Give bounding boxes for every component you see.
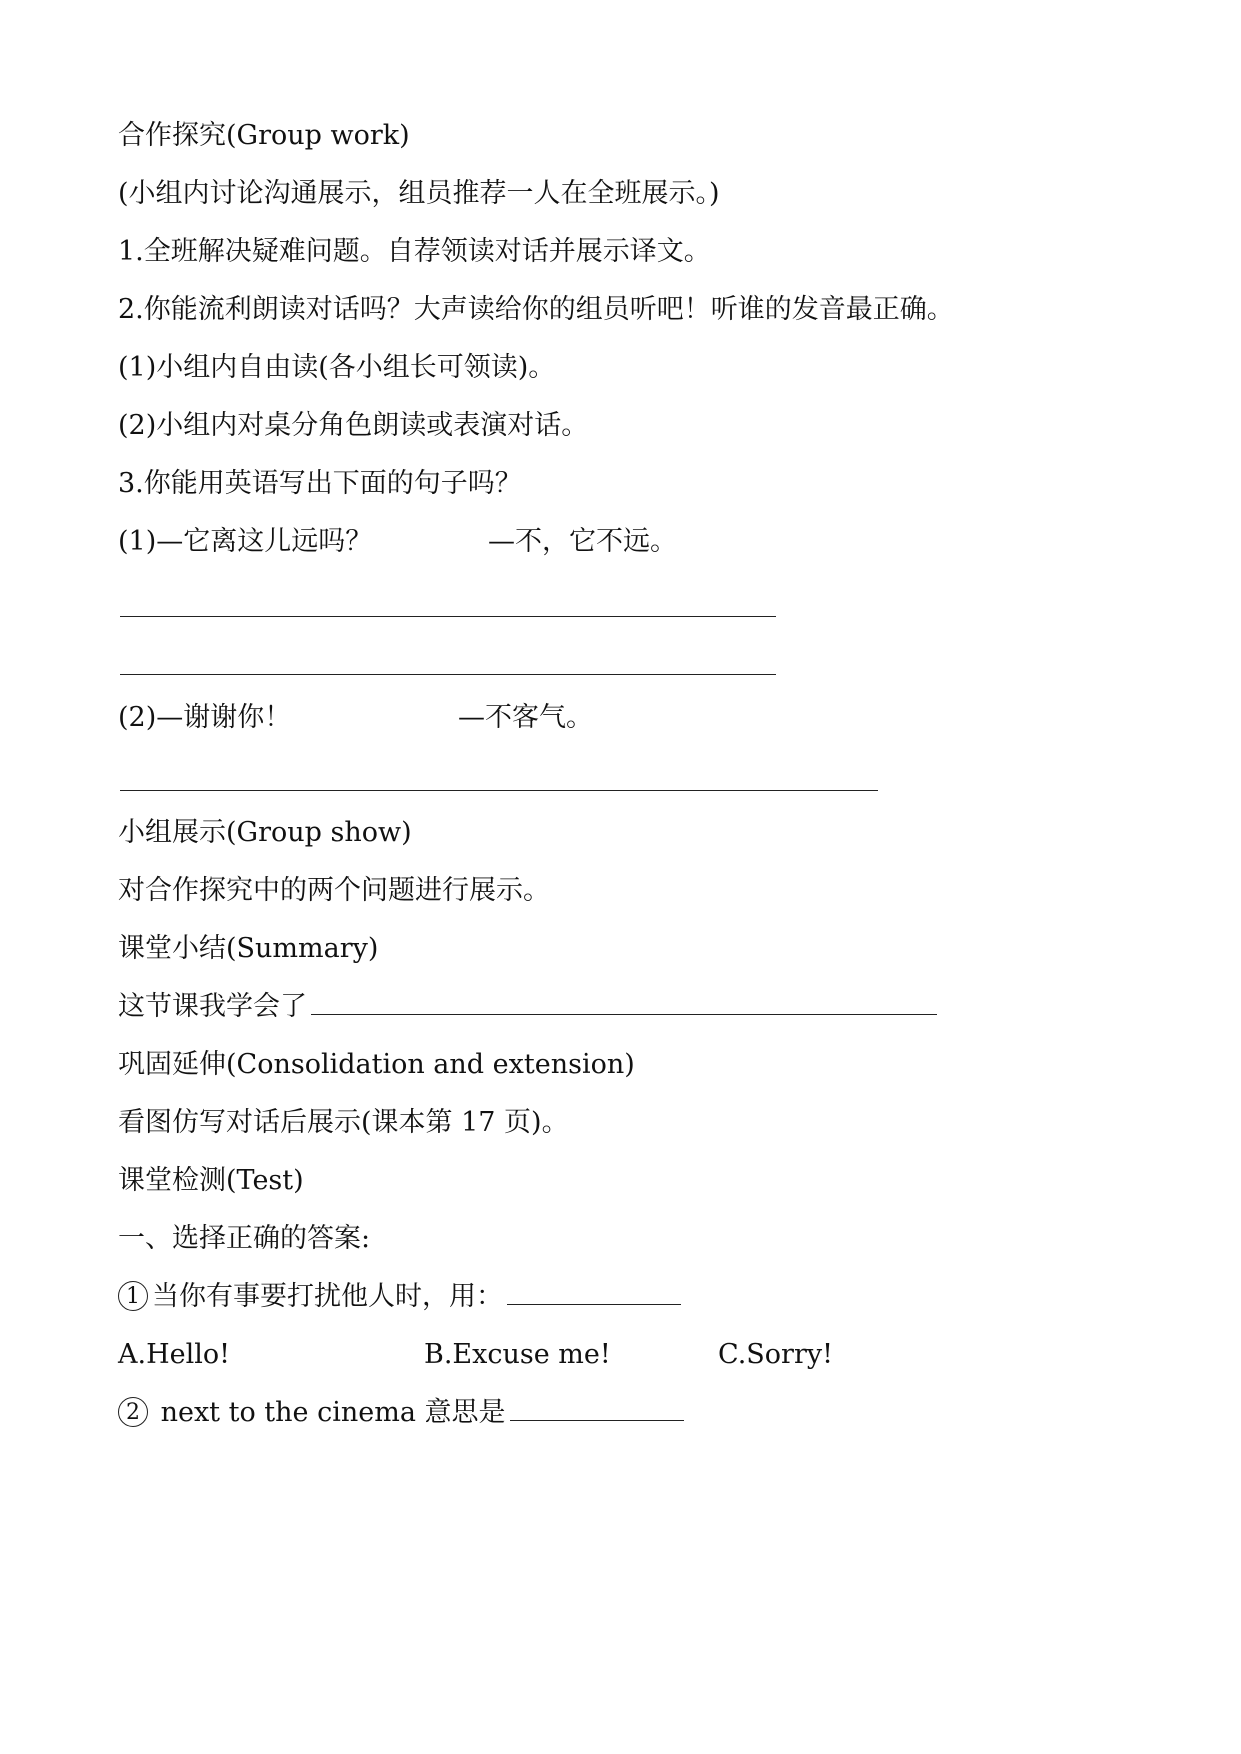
item-2: 2.你能流利朗读对话吗？大声读给你的组员听吧！听谁的发音最正确。	[118, 294, 954, 325]
question-number-1: 1	[118, 1281, 148, 1311]
summary-blank[interactable]	[311, 992, 937, 1015]
test-question-2-text: next to the cinema 意思是	[152, 1397, 506, 1428]
test-question-1-blank[interactable]	[507, 1282, 681, 1305]
option-a[interactable]: A.Hello!	[118, 1339, 230, 1370]
item-3: 3.你能用英语写出下面的句子吗？	[118, 468, 522, 499]
item-2-2: (2)小组内对桌分角色朗读或表演对话。	[118, 410, 589, 441]
question-1-prompt: (1)—它离这儿远吗？	[118, 526, 373, 557]
answer-blank-1b[interactable]	[120, 674, 776, 675]
answer-blank-1a[interactable]	[120, 616, 776, 617]
summary-title: 课堂小结(Summary)	[118, 933, 379, 964]
question-2-prompt: (2)—谢谢你！	[118, 702, 292, 733]
group-work-title: 合作探究(Group work)	[118, 120, 410, 151]
test-question-2	[118, 1395, 684, 1431]
question-1-response: —不，它不远。	[488, 526, 677, 557]
test-title: 课堂检测(Test)	[118, 1165, 304, 1196]
test-question-2-blank[interactable]	[510, 1398, 684, 1421]
answer-blank-2[interactable]	[120, 790, 878, 791]
item-1: 1.全班解决疑难问题。自荐领读对话并展示译文。	[118, 236, 711, 267]
item-2-1: (1)小组内自由读(各小组长可领读)。	[118, 352, 556, 383]
consolidation-text: 看图仿写对话后展示(课本第 17 页)。	[118, 1107, 569, 1138]
summary-prompt: 这节课我学会了	[118, 991, 307, 1022]
option-c[interactable]: C.Sorry!	[718, 1339, 833, 1370]
test-part-1: 一、选择正确的答案:	[118, 1223, 371, 1254]
group-show-text: 对合作探究中的两个问题进行展示。	[118, 875, 550, 906]
group-show-title: 小组展示(Group show)	[118, 817, 412, 848]
test-question-1	[118, 1279, 681, 1315]
consolidation-title: 巩固延伸(Consolidation and extension)	[118, 1049, 635, 1080]
option-b[interactable]: B.Excuse me!	[424, 1339, 611, 1370]
test-question-1-text: 当你有事要打扰他人时，用：	[152, 1281, 503, 1312]
group-work-note: (小组内讨论沟通展示，组员推荐一人在全班展示。)	[118, 178, 720, 209]
question-2-response: —不客气。	[458, 702, 593, 733]
summary-line	[118, 989, 937, 1025]
question-number-2: 2	[118, 1397, 148, 1427]
